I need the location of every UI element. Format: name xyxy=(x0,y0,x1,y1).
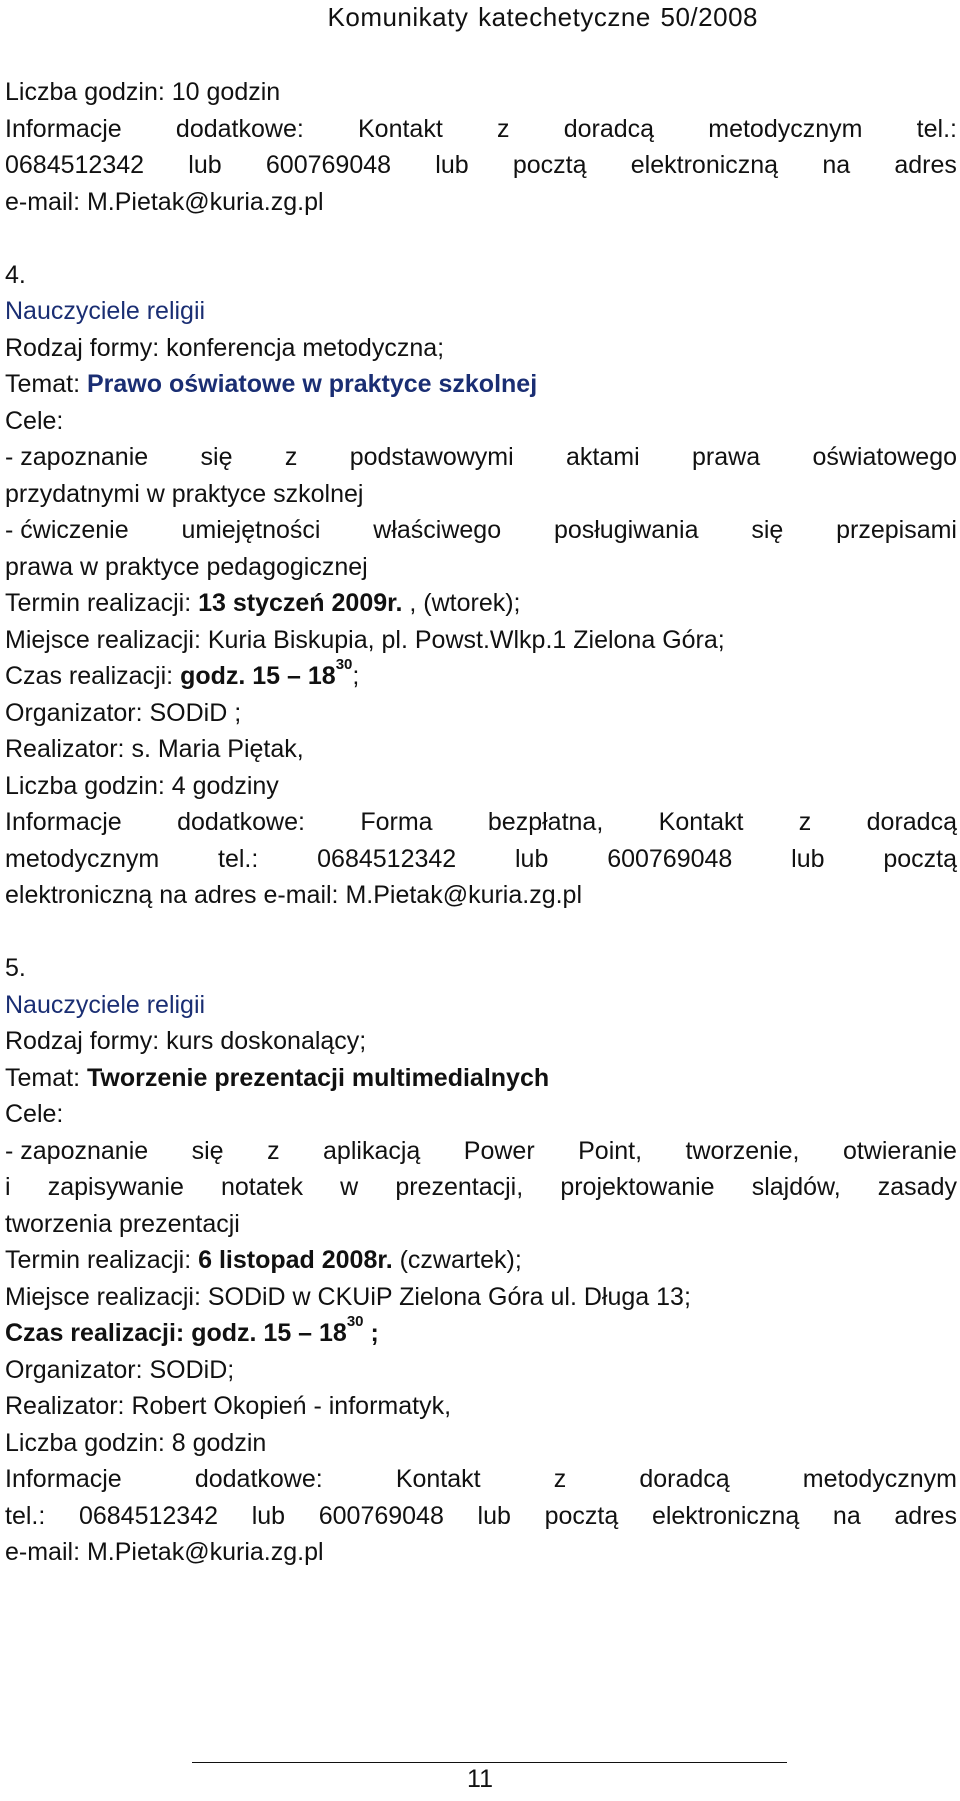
word: posługiwania xyxy=(553,516,699,544)
date-label: Termin realizacji: xyxy=(5,589,199,617)
word: i xyxy=(5,1173,11,1201)
time-suffix: ; xyxy=(352,662,360,690)
document-body xyxy=(5,74,957,1571)
goals-label: Cele: xyxy=(5,1100,64,1128)
info-line xyxy=(5,111,957,148)
word: prezentacji, xyxy=(395,1173,524,1201)
word: się xyxy=(200,443,233,471)
place-line: Miejsce realizacji: SODiD w CKUiP Zielona Góra ul. Długa 13; xyxy=(5,1282,691,1311)
word: lub xyxy=(435,151,469,179)
info-line xyxy=(5,1498,957,1535)
organizer-line: Organizator: SODiD; xyxy=(5,1355,235,1384)
word: na xyxy=(832,1501,861,1530)
word: 600769048 xyxy=(318,1501,444,1530)
word: slajdów, xyxy=(751,1173,841,1201)
word: zasady xyxy=(877,1173,957,1201)
time-suffix: ; xyxy=(363,1319,379,1347)
goal-line xyxy=(5,1133,957,1170)
email-line: e-mail: M.Pietak@kuria.zg.pl xyxy=(5,187,324,216)
word: lub xyxy=(791,844,825,873)
goal-line: prawa w praktyce pedagogicznej xyxy=(5,552,368,581)
word: tworzenie, xyxy=(685,1136,800,1165)
footer-rule xyxy=(192,1762,787,1763)
word: na xyxy=(822,151,851,179)
word: adres xyxy=(894,1501,957,1530)
hours-line: Liczba godzin: 4 godziny xyxy=(5,771,279,800)
form-line: Rodzaj formy: kurs doskonalący; xyxy=(5,1027,367,1055)
item-number: 5. xyxy=(5,954,26,982)
goal-line xyxy=(5,1169,957,1206)
audience: Nauczyciele religii xyxy=(5,990,206,1019)
organizer-line: Organizator: SODiD ; xyxy=(5,698,242,727)
word: się xyxy=(751,516,784,544)
leader-line: Realizator: Robert Okopień - informatyk, xyxy=(5,1392,452,1420)
hours-line: Liczba godzin: 10 godzin xyxy=(5,78,281,106)
word: metodycznym xyxy=(802,1465,957,1493)
word: lub xyxy=(251,1501,286,1530)
word: otwieranie xyxy=(842,1136,957,1165)
word: Kontakt xyxy=(358,114,443,143)
time xyxy=(180,656,353,690)
word: Kontakt xyxy=(395,1465,481,1493)
audience: Nauczyciele religii xyxy=(5,297,206,325)
word: lub xyxy=(477,1501,511,1530)
item-number: 4. xyxy=(5,260,26,289)
word: - zapoznanie xyxy=(5,1136,149,1165)
word: oświatowego xyxy=(812,443,957,471)
word: z xyxy=(553,1465,567,1493)
word: Point, xyxy=(578,1136,643,1165)
email-line: e-mail: M.Pietak@kuria.zg.pl xyxy=(5,1538,324,1566)
word: elektroniczną xyxy=(651,1501,800,1530)
time-line xyxy=(5,1315,957,1352)
word: metodycznym xyxy=(708,114,863,143)
time xyxy=(5,1313,379,1347)
info-line xyxy=(5,841,957,878)
word: Informacje xyxy=(5,1465,122,1493)
word: projektowanie xyxy=(560,1173,715,1201)
topic-line xyxy=(5,1060,957,1097)
word: Informacje xyxy=(5,808,122,836)
page-number: 11 xyxy=(467,1765,493,1793)
word: elektroniczną xyxy=(630,151,779,179)
word: w xyxy=(340,1173,359,1201)
goal-line: tworzenia prezentacji xyxy=(5,1209,240,1238)
word: Forma xyxy=(360,808,433,836)
word: tel.: xyxy=(218,844,259,873)
date-line xyxy=(5,1242,957,1279)
word: z xyxy=(284,443,298,471)
goal-line: przydatnymi w praktyce szkolnej xyxy=(5,479,364,508)
word: doradcą xyxy=(639,1465,730,1493)
word: pocztą xyxy=(883,844,957,873)
word: prawa xyxy=(692,443,761,471)
word: notatek xyxy=(221,1173,304,1201)
word: aktami xyxy=(566,443,640,471)
date-suffix: , (wtorek); xyxy=(402,589,521,617)
info-line xyxy=(5,1461,957,1498)
word: bezpłatna, xyxy=(487,808,604,836)
place-line: Miejsce realizacji: Kuria Biskupia, pl. Powst.Wlkp.1 Zielona Góra; xyxy=(5,625,725,654)
word: się xyxy=(191,1136,224,1165)
word: pocztą xyxy=(544,1501,619,1530)
word: tel.: xyxy=(5,1501,46,1530)
word: dodatkowe: xyxy=(175,114,304,143)
topic-label: Temat: xyxy=(5,1063,87,1092)
word: metodycznym xyxy=(5,844,160,873)
info-line: elektroniczną na adres e-mail: M.Pietak@kuria.zg.pl xyxy=(5,881,583,909)
word: 0684512342 xyxy=(78,1501,219,1530)
word: Kontakt xyxy=(658,808,744,836)
word: - ćwiczenie xyxy=(5,516,129,544)
time-value: Czas realizacji: godz. 15 – 18 xyxy=(5,1319,347,1347)
word: właściwego xyxy=(373,516,502,544)
goal-line xyxy=(5,512,957,549)
word: umiejętności xyxy=(181,516,321,544)
word: 0684512342 xyxy=(317,844,457,873)
word: zapisywanie xyxy=(47,1173,184,1201)
word: z xyxy=(496,114,510,143)
time-value: godz. 15 – 18 xyxy=(180,662,336,690)
date: 6 listopad 2008r. xyxy=(198,1246,393,1274)
running-header: Komunikaty katechetyczne 50/2008 xyxy=(327,2,758,32)
word: - zapoznanie xyxy=(5,443,149,471)
word: doradcą xyxy=(563,114,655,143)
goals-label: Cele: xyxy=(5,406,64,435)
leader-line: Realizator: s. Maria Piętak, xyxy=(5,735,304,763)
time-label: Czas realizacji: xyxy=(5,662,181,690)
word: podstawowymi xyxy=(349,443,514,471)
word: dodatkowe: xyxy=(194,1465,323,1493)
word: doradcą xyxy=(866,808,957,836)
info-line xyxy=(5,804,957,841)
word: Informacje xyxy=(5,114,122,143)
word: lub xyxy=(188,151,222,179)
form-line: Rodzaj formy: konferencja metodyczna; xyxy=(5,333,445,362)
time-line xyxy=(5,658,957,695)
topic-line xyxy=(5,366,957,403)
word: z xyxy=(267,1136,280,1165)
date-suffix: (czwartek); xyxy=(392,1246,522,1274)
word: Power xyxy=(463,1136,535,1165)
word: tel.: xyxy=(916,114,957,143)
topic: Prawo oświatowe w praktyce szkolnej xyxy=(86,370,538,398)
date-label: Termin realizacji: xyxy=(5,1246,199,1274)
word: 600769048 xyxy=(265,151,392,179)
date: 13 styczeń 2009r. xyxy=(198,589,403,617)
word: pocztą xyxy=(512,151,587,179)
word: lub xyxy=(515,844,549,873)
goal-line xyxy=(5,439,957,476)
word: z xyxy=(798,808,812,836)
date-line xyxy=(5,585,957,622)
info-line xyxy=(5,147,957,184)
time-superscript: 30 xyxy=(346,1313,364,1330)
topic-label: Temat: xyxy=(5,370,87,398)
word: adres xyxy=(894,151,957,179)
word: aplikacją xyxy=(323,1136,421,1165)
topic: Tworzenie prezentacji multimedialnych xyxy=(86,1063,550,1092)
word: przepisami xyxy=(836,516,957,544)
word: 600769048 xyxy=(607,844,733,873)
time-superscript: 30 xyxy=(335,656,353,673)
word: dodatkowe: xyxy=(177,808,305,836)
hours-line: Liczba godzin: 8 godzin xyxy=(5,1428,267,1457)
word: 0684512342 xyxy=(5,151,145,179)
